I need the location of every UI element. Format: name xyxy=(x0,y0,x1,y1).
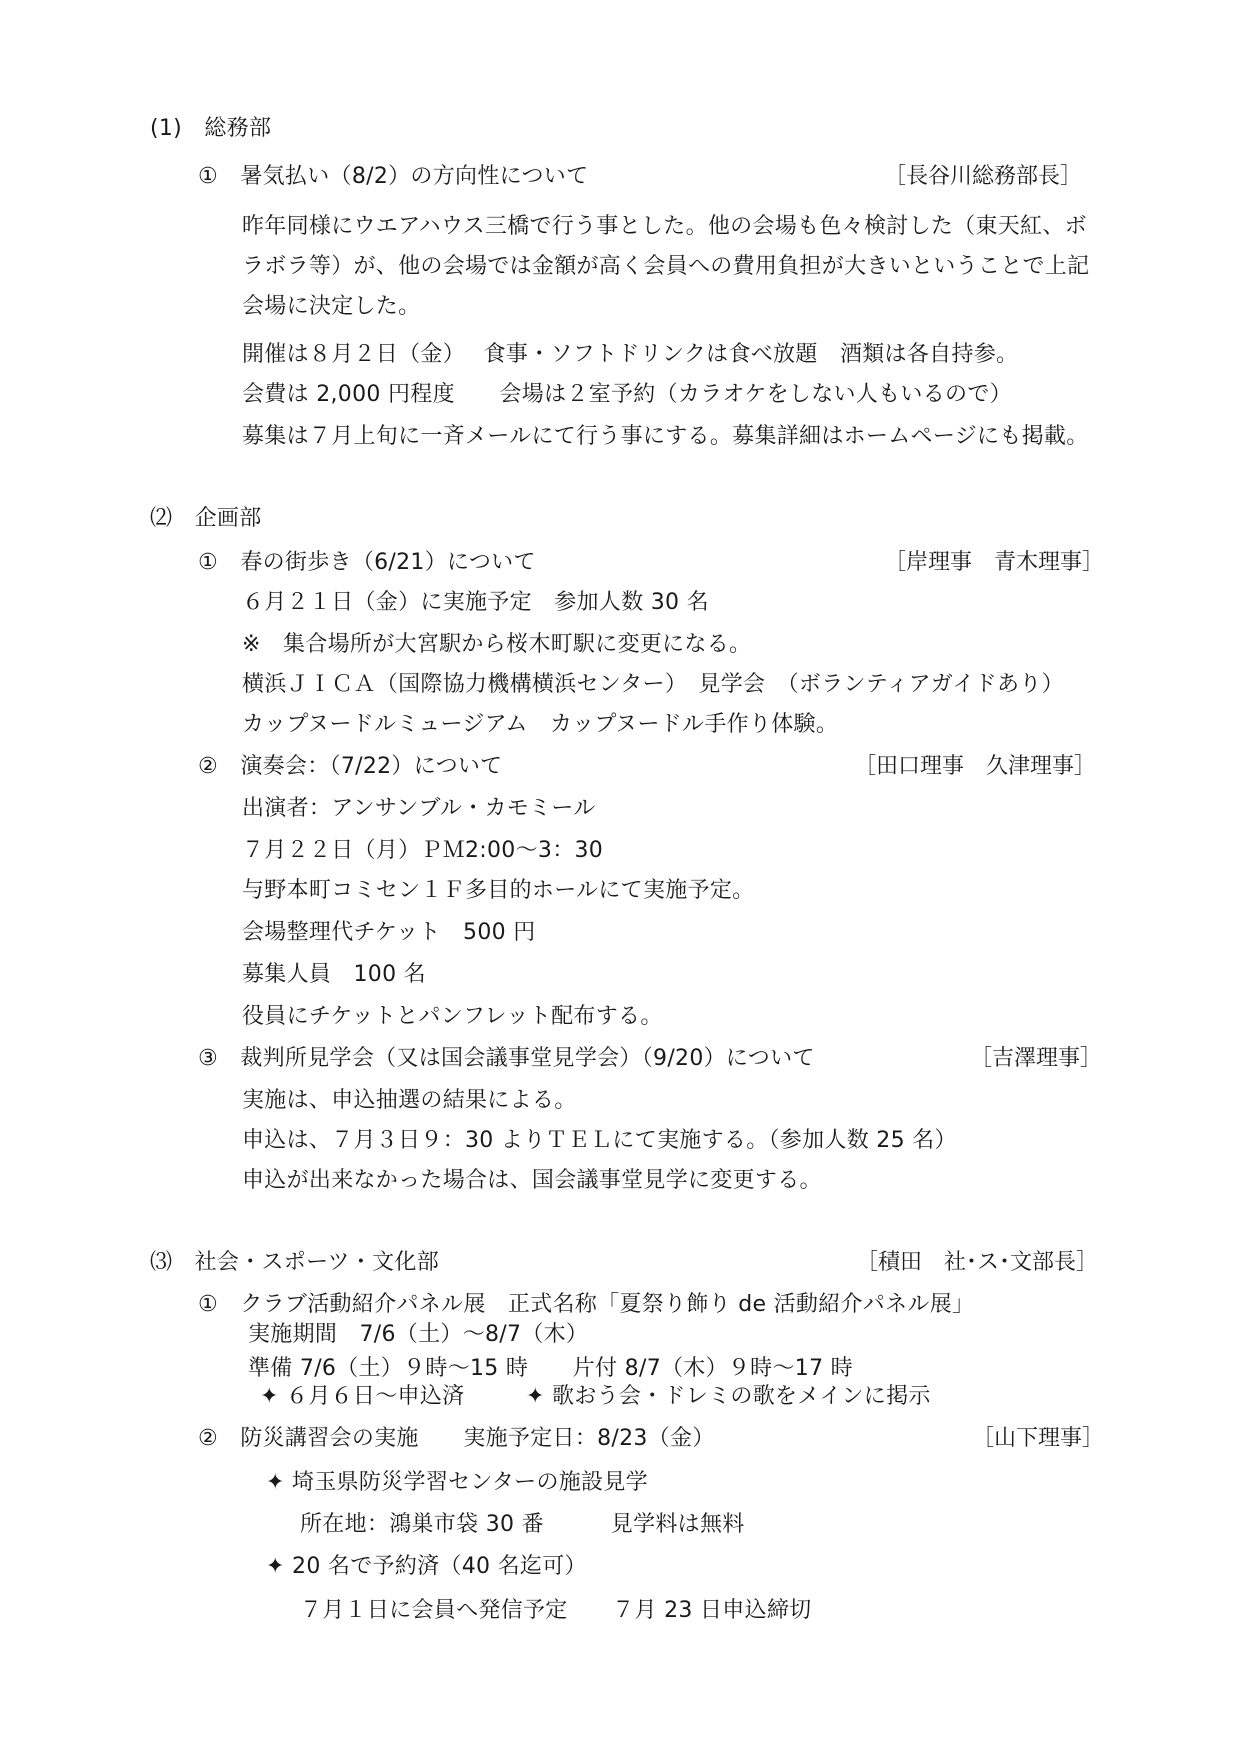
body-line: 準備 7/6（土）９時～15 時 片付 8/7（木）９時～17 時 xyxy=(248,1356,853,1381)
item-title: ① 春の街歩き（6/21）について xyxy=(198,550,536,575)
item-assignee: ［岸理事 青木理事］ xyxy=(884,550,1105,575)
item-title: ② 防災講習会の実施 実施予定日：8/23（金） xyxy=(198,1426,715,1451)
body-line: ７月１日に会員へ発信予定 ７月 23 日申込締切 xyxy=(300,1598,812,1623)
item-title: ② 演奏会：（7/22）について xyxy=(198,754,503,779)
body-line: 実施は、申込抽選の結果による。 xyxy=(242,1088,577,1113)
body-line: 募集は７月上旬に一斉メールにて行う事にする。募集詳細はホームページにも掲載。 xyxy=(242,424,1089,449)
body-line: 会費は 2,000 円程度 会場は２室予約（カラオケをしない人もいるので） xyxy=(242,382,1012,407)
section-heading: ⑶ 社会・スポーツ・文化部 xyxy=(150,1250,440,1275)
body-line: ラボラ等）が、他の会場では金額が高く会員への費用負担が大きいということで上記 xyxy=(242,254,1090,279)
section-assignee: ［積田 社･ス･文部長］ xyxy=(856,1250,1099,1275)
body-line: 募集人員 100 名 xyxy=(242,962,426,987)
item-title: ① クラブ活動紹介パネル展 正式名称「夏祭り飾り de 活動紹介パネル展」 xyxy=(198,1292,975,1317)
body-line: ※ 集合場所が大宮駅から桜木町駅に変更になる。 xyxy=(242,632,752,657)
body-line: ６月２１日（金）に実施予定 参加人数 30 名 xyxy=(242,590,709,615)
item-title: ① 暑気払い（8/2）の方向性について xyxy=(198,164,589,189)
body-line: 申込が出来なかった場合は、国会議事堂見学に変更する。 xyxy=(242,1168,822,1193)
body-line: カップヌードルミュージアム カップヌードル手作り体験。 xyxy=(242,712,839,737)
body-line: 役員にチケットとパンフレット配布する。 xyxy=(242,1004,663,1029)
body-line: 与野本町コミセン１Ｆ多目的ホールにて実施予定。 xyxy=(242,878,755,903)
body-line: 申込は、７月３日９：30 よりＴＥＬにて実施する。（参加人数 25 名） xyxy=(242,1128,957,1153)
section-heading: (1) 総務部 xyxy=(150,116,272,141)
body-line: 出演者：アンサンブル・カモミール xyxy=(242,796,596,821)
bullet-item: ✦ 20 名で予約済（40 名迄可） xyxy=(266,1554,587,1579)
body-line: 開催は８月２日（金） 食事・ソフトドリンクは食べ放題 酒類は各自持参。 xyxy=(242,342,1019,367)
body-line: 所在地：鴻巣市袋 30 番 見学料は無料 xyxy=(300,1512,745,1537)
item-assignee: ［長谷川総務部長］ xyxy=(884,164,1083,189)
body-line: ７月２２日（月）ＰＭ2:00～3：30 xyxy=(242,838,604,863)
bullet-item: ✦ 埼玉県防災学習センターの施設見学 xyxy=(266,1470,648,1495)
bullet-item: ✦ 歌おう会・ドレミの歌をメインに掲示 xyxy=(526,1384,931,1409)
body-line: 横浜ＪＩＣＡ（国際協力機構横浜センター） 見学会 （ボランティアガイドあり） xyxy=(242,672,1064,697)
body-line: 会場に決定した。 xyxy=(242,294,421,319)
body-line: 昨年同様にウエアハウス三橋で行う事とした。他の会場も色々検討した（東天紅、ボ xyxy=(242,214,1087,239)
bullet-item: ✦ ６月６日～申込済 xyxy=(260,1384,465,1409)
section-heading: ⑵ 企画部 xyxy=(150,506,262,531)
item-assignee: ［田口理事 久津理事］ xyxy=(854,754,1097,779)
item-assignee: ［吉澤理事］ xyxy=(970,1046,1103,1071)
body-line: 実施期間 7/6（土）～8/7（木） xyxy=(248,1322,589,1347)
body-line: 会場整理代チケット 500 円 xyxy=(242,920,536,945)
item-title: ③ 裁判所見学会（又は国会議事堂見学会）（9/20）について xyxy=(198,1046,815,1071)
item-assignee: ［山下理事］ xyxy=(972,1426,1105,1451)
